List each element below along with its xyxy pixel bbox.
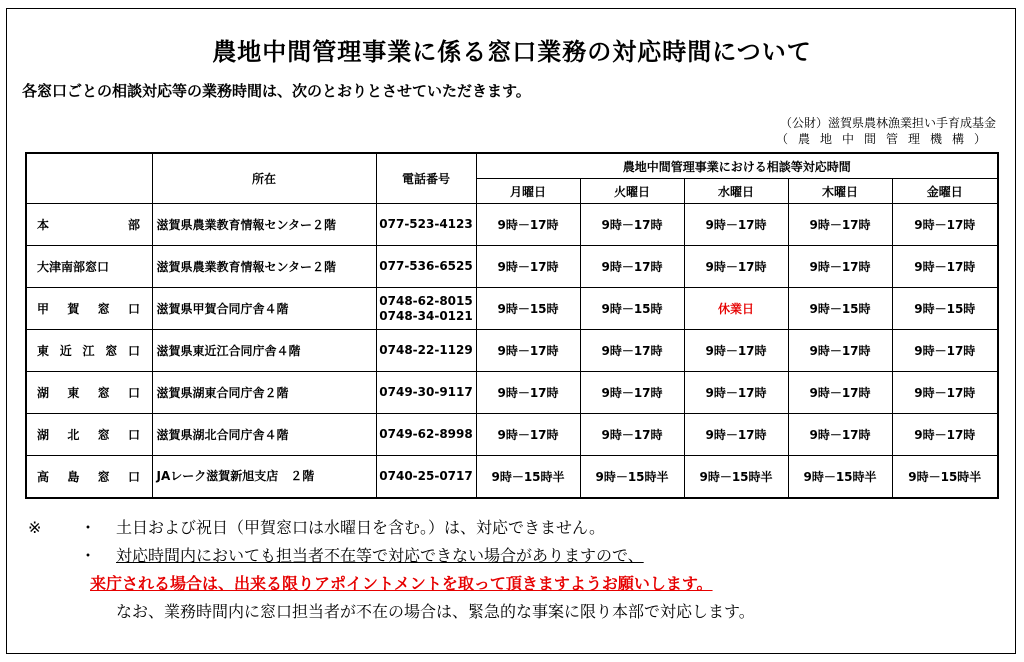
office-name-part: 窓 [97, 302, 110, 316]
hours-cell: 9時－17時 [580, 246, 684, 288]
office-name-cell [26, 414, 152, 456]
table-row [26, 288, 998, 330]
organization-name: （公財）滋賀県農林漁業担い手育成基金 [779, 116, 996, 130]
office-name [37, 426, 140, 443]
phone-cell [376, 456, 476, 498]
hours-cell: 9時－15時半 [788, 456, 892, 498]
office-name [37, 300, 140, 317]
office-name-cell [26, 288, 152, 330]
organization-subname: （農地中間管理機構） [775, 132, 996, 146]
office-name [37, 384, 140, 401]
closed-day-cell: 休業日 [684, 288, 788, 330]
note-text-3: 来庁される場合は、出来る限りアポイントメントを取って頂きますようお願いします。 [90, 574, 713, 593]
hours-cell: 9時－17時 [788, 372, 892, 414]
header-day-wed: 水曜日 [684, 179, 788, 204]
hours-cell: 9時－17時 [892, 372, 998, 414]
note-bullet: ・ [80, 518, 97, 537]
hours-cell: 9時－17時 [476, 246, 580, 288]
office-name-part: 口 [127, 302, 140, 316]
hours-cell: 9時－17時 [476, 330, 580, 372]
hours-cell: 9時－17時 [684, 246, 788, 288]
phone-number: 077-536-6525 [379, 259, 473, 273]
hours-cell: 9時－17時 [580, 204, 684, 246]
hours-cell: 9時－17時 [580, 414, 684, 456]
hours-cell: 9時－17時 [788, 330, 892, 372]
office-name [37, 216, 140, 233]
hours-cell: 9時－17時 [788, 204, 892, 246]
hours-cell: 9時－17時 [684, 204, 788, 246]
office-name-part: 窓 [97, 469, 110, 484]
hours-cell: 9時－17時 [684, 414, 788, 456]
phone-cell [376, 414, 476, 456]
hours-cell: 9時－17時 [892, 414, 998, 456]
page-title: 農地中間管理事業に係る窓口業務の対応時間について [212, 38, 812, 66]
hours-cell: 9時－17時 [476, 372, 580, 414]
phone-number: 077-523-4123 [379, 217, 473, 231]
intro-text: 各窓口ごとの相談対応等の業務時間は、次のとおりとさせていただきます。 [22, 82, 531, 100]
note-text-1: 土日および祝日（甲賀窓口は水曜日を含む。）は、対応できません。 [116, 518, 605, 537]
header-day-tue: 火曜日 [580, 179, 684, 204]
phone-number: 0748-22-1129 [379, 343, 473, 357]
phone-cell [376, 288, 476, 330]
address-cell: 滋賀県農業教育情報センター２階 [152, 246, 376, 288]
office-name-part: 部 [127, 218, 140, 232]
office-name-part: 甲 [37, 302, 50, 316]
hours-cell: 9時－17時 [580, 372, 684, 414]
header-hours-group: 農地中間管理事業における相談等対応時間 [476, 153, 998, 179]
header-day-thu: 木曜日 [788, 179, 892, 204]
address-cell: 滋賀県甲賀合同庁舎４階 [152, 288, 376, 330]
phone-cell [376, 372, 476, 414]
hours-cell: 9時－17時 [476, 204, 580, 246]
phone-number: 0749-30-9117 [379, 385, 473, 399]
hours-cell: 9時－15時半 [580, 456, 684, 498]
hours-cell: 9時－17時 [684, 330, 788, 372]
note-text-2: 対応時間内においても担当者不在等で対応できない場合がありますので、 [116, 546, 644, 565]
hours-cell: 9時－17時 [892, 330, 998, 372]
office-name-cell [26, 372, 152, 414]
hours-cell: 9時－15時半 [892, 456, 998, 498]
office-name [37, 468, 140, 485]
header-day-fri: 金曜日 [892, 179, 998, 204]
hours-cell: 9時－15時 [580, 288, 684, 330]
hours-cell: 9時－15時 [788, 288, 892, 330]
phone-cell [376, 204, 476, 246]
note-line-2 [80, 542, 644, 570]
note-line-3-warning [90, 570, 713, 598]
office-name [37, 258, 140, 275]
phone-cell [376, 330, 476, 372]
office-name-part: 窓 [97, 428, 110, 442]
office-name-part: 湖 [37, 386, 50, 400]
table-row [26, 372, 998, 414]
office-name-part: 近 [59, 344, 72, 358]
office-name-part: 口 [127, 428, 140, 442]
phone-number: 0740-25-0717 [379, 468, 473, 483]
header-location: 所在 [152, 153, 376, 204]
table-row [26, 246, 998, 288]
office-name-cell [26, 204, 152, 246]
header-day-mon: 月曜日 [476, 179, 580, 204]
address-cell: 滋賀県湖東合同庁舎２階 [152, 372, 376, 414]
note-line-1 [80, 514, 605, 542]
office-name-part: 賀 [67, 302, 80, 316]
hours-cell: 9時－15時 [892, 288, 998, 330]
hours-cell: 9時－17時 [476, 414, 580, 456]
office-name-part: 東 [67, 386, 80, 400]
hours-cell: 9時－17時 [788, 414, 892, 456]
office-name-cell [26, 246, 152, 288]
header-phone: 電話番号 [376, 153, 476, 204]
table-row [26, 330, 998, 372]
table-row [26, 204, 998, 246]
office-name-part: 窓 [105, 344, 118, 358]
schedule-table [25, 152, 999, 499]
note-line-4: なお、業務時間内に窓口担当者が不在の場合は、緊急的な事案に限り本部で対応します。 [116, 602, 755, 621]
phone-number: 0749-62-8998 [379, 427, 473, 441]
office-name-part: 江 [82, 344, 95, 358]
office-name-part: 東 [37, 344, 50, 358]
office-name [37, 342, 140, 359]
table-row [26, 414, 998, 456]
hours-cell: 9時－17時 [892, 204, 998, 246]
office-name-part: 北 [67, 428, 80, 442]
hours-cell: 9時－17時 [580, 330, 684, 372]
note-bullet: ・ [80, 546, 97, 565]
address-cell: 滋賀県湖北合同庁舎４階 [152, 414, 376, 456]
address-cell: JAレーク滋賀新旭支店 ２階 [152, 456, 376, 498]
office-name-part: 湖 [37, 428, 50, 442]
office-name-part: 大津南部窓口 [37, 260, 110, 274]
phone-number: 0748-34-0121 [379, 308, 473, 323]
office-name-part: 口 [127, 344, 140, 358]
hours-cell: 9時－17時 [684, 372, 788, 414]
office-name-part: 高 [37, 469, 50, 484]
hours-cell: 9時－15時 [476, 288, 580, 330]
hours-cell: 9時－15時半 [476, 456, 580, 498]
header-office [26, 153, 152, 204]
note-mark: ※ [28, 518, 42, 537]
address-cell: 滋賀県農業教育情報センター２階 [152, 204, 376, 246]
office-name-part: 島 [67, 469, 80, 484]
hours-cell: 9時－17時 [892, 246, 998, 288]
phone-number: 0748-62-8015 [379, 293, 473, 308]
office-name-part: 本 [37, 218, 50, 232]
table-row [26, 456, 998, 498]
hours-cell: 9時－17時 [788, 246, 892, 288]
office-name-cell [26, 330, 152, 372]
office-name-cell [26, 456, 152, 498]
address-cell: 滋賀県東近江合同庁舎４階 [152, 330, 376, 372]
office-name-part: 窓 [97, 386, 110, 400]
phone-cell [376, 246, 476, 288]
hours-cell: 9時－15時半 [684, 456, 788, 498]
office-name-part: 口 [127, 386, 140, 400]
office-name-part: 口 [127, 469, 140, 484]
